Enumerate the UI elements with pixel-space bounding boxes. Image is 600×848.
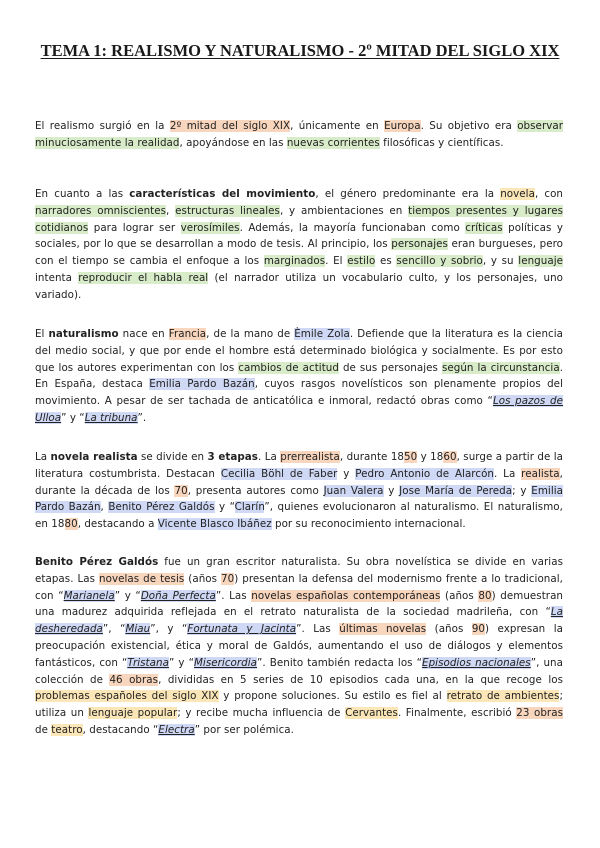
paragraph-perez-galdos [35, 554, 563, 739]
text-run: ) presentan la defensa del modernismo frente a lo tradicional, con “ [35, 572, 563, 602]
highlighted-text: estilo [347, 255, 376, 268]
text-run: se divide en [137, 451, 208, 463]
text-run: ”, y “ [150, 623, 188, 636]
bold-term: características del movimiento [129, 188, 316, 200]
text-run: nace en [118, 328, 169, 340]
text-run: ”, quienes evolucionaron al naturalismo. El naturalismo, en 18 [35, 501, 563, 531]
highlighted-text: problemas españoles del siglo XIX [35, 690, 219, 703]
highlighted-text: novelas de tesis [99, 572, 185, 585]
text-run: . Además, la mayoría funcionaban como [239, 221, 466, 234]
text-run: , y ambientaciones en [279, 204, 409, 217]
highlighted-text: realista [521, 467, 560, 480]
text-run: ” y “ [61, 411, 85, 424]
work-title: Tristana [127, 656, 169, 669]
highlighted-text: lenguaje popular [88, 707, 178, 720]
text-run: ”. Benito también redacta los “ [257, 656, 423, 669]
highlighted-text: 23 obras [516, 707, 563, 720]
text-run: eran burgueses, pero con el tiempo se cambia el enfoque a los [35, 238, 563, 268]
text-run: ” por ser polémica. [194, 723, 294, 736]
highlighted-text: prerrealista [280, 451, 340, 463]
highlighted-text: críticas [465, 221, 503, 234]
text-run: y “ [214, 501, 235, 514]
text-run: (años [440, 589, 479, 602]
text-run: y propone soluciones. Su estilo es fiel al [218, 690, 447, 703]
highlighted-text: Cervantes [345, 707, 398, 720]
highlighted-text: 50 [404, 451, 418, 463]
text-run: , destacando “ [82, 723, 159, 736]
text-run: ; utiliza un [35, 690, 563, 720]
highlighted-text: 70 [174, 484, 188, 497]
highlighted-text: marginados [263, 255, 326, 268]
text-run: En cuanto a las [35, 188, 130, 200]
text-run: (años [426, 623, 472, 636]
highlighted-text: novela [500, 188, 535, 200]
text-run: ”, “ [102, 623, 126, 636]
text-run: ” y “ [114, 589, 141, 602]
text-run: , surge a partir de la literatura costumbrista. Destacan [35, 451, 564, 480]
text-run: y 18 [417, 451, 444, 463]
text-run: , divididas en 5 series de 10 episodios cada una, en la que recoge los [158, 673, 563, 686]
bold-term: 3 etapas [207, 451, 258, 463]
highlighted-text: estructuras lineales [175, 204, 280, 217]
highlighted-text: Emilia Pardo Bazán [35, 484, 563, 514]
highlighted-text: retrato de ambientes [446, 690, 560, 703]
text-run: La [35, 451, 51, 463]
text-run: filosóficas y científicas. [379, 136, 504, 149]
highlighted-text: 90 [471, 623, 486, 636]
text-run: . En España, destaca [35, 361, 564, 391]
text-run: políticas y sociales, por lo que se desarrollan a modo de tesis. Al principio, los [35, 221, 563, 251]
text-run: . La [494, 467, 522, 480]
highlighted-text: Èmile Zola [294, 328, 350, 340]
work-title: Marianela [63, 589, 115, 602]
work-title: La tribuna [84, 411, 138, 424]
highlighted-text: verosímiles [180, 221, 240, 234]
highlighted-text: Emilia Pardo Bazán [149, 378, 255, 391]
text-run: , destacando a [77, 518, 158, 531]
text-run: , cuyos rasgos novelísticos son plenamente propios del movimiento. A pesar de ser tachada de anticatólica e inmoral, redactó obras como “ [35, 378, 563, 408]
highlighted-text: lenguaje [518, 255, 563, 268]
text-run: El realismo surgió en la [35, 120, 170, 132]
highlighted-text: novelas españolas contemporáneas [251, 589, 441, 602]
highlighted-text: Francia [168, 328, 207, 340]
highlighted-text: teatro [51, 723, 83, 736]
text-run: . Finalmente, escribió [397, 707, 517, 720]
text-run: ; y recibe mucha influencia de [177, 707, 346, 720]
text-run: , apoyándose en las [179, 136, 287, 149]
text-run: de [35, 723, 52, 736]
text-run: . Defiende que la literatura es la ciencia del medio social, y que por ende el hombre está determinado biológica y socialmente. Es por esto que los autores experimentan con los [35, 328, 564, 374]
highlighted-text: Clarín [234, 501, 265, 514]
text-run: por su reconocimiento internacional. [271, 518, 466, 531]
text-run: ”. Las [215, 589, 252, 602]
work-title: Misericordia [193, 656, 258, 669]
highlighted-text: últimas novelas [339, 623, 427, 636]
text-run: (el narrador utiliza un vocabulario culto, y los personajes, uno variado). [35, 271, 563, 301]
work-title: Episodios nacionales [422, 656, 531, 669]
highlighted-text: personajes [391, 238, 448, 251]
work-title: La desheredada [35, 606, 563, 636]
work-title: Electra [158, 723, 195, 736]
highlighted-text: Europa [384, 120, 421, 132]
text-run: , únicamente en [290, 120, 385, 132]
highlighted-text: Jose María de Pereda [399, 484, 513, 497]
work-title: Doña Perfecta [140, 589, 216, 602]
work-title: Miau [125, 623, 151, 636]
text-run: ) expresan la preocupación existencial, ética y moral de Galdós, aumentando el uso de diálogos y elementos fantásticos, con “ [35, 623, 563, 669]
text-run: . La [257, 451, 281, 463]
highlighted-text: nuevas corrientes [286, 136, 380, 149]
text-run: , y su [482, 255, 519, 268]
highlighted-text: 70 [221, 572, 235, 585]
highlighted-text: Benito Pérez Galdós [108, 501, 215, 514]
highlighted-text: Pedro Antonio de Alarcón [355, 467, 494, 480]
bold-term: novela realista [50, 451, 138, 463]
text-run: y [337, 467, 356, 480]
highlighted-text: observar minuciosamente la realidad [35, 120, 564, 149]
text-run: El [35, 328, 49, 340]
highlighted-text: según la circunstancia [441, 361, 560, 374]
highlighted-text: Cecilia Böhl de Faber [220, 467, 338, 480]
text-run: para lograr ser [88, 221, 181, 234]
text-run: fue un gran escritor naturalista. Su obra novelística se divide en varias etapas. Las [35, 556, 563, 585]
highlighted-text: reproducir el habla real [78, 271, 209, 284]
page-title: TEMA 1: REALISMO Y NATURALISMO - 2º MITAD DEL SIGLO XIX [40, 41, 560, 60]
paragraph-realismo-intro [35, 118, 563, 152]
text-run: , [100, 501, 109, 514]
highlighted-text: 80 [64, 518, 78, 531]
text-run: ”. Las [296, 623, 340, 636]
text-run: , de la mano de [206, 328, 295, 340]
text-run: . El [325, 255, 348, 268]
highlighted-text: Vicente Blasco Ibáñez [157, 518, 272, 531]
highlighted-text: narradores omniscientes [35, 204, 167, 217]
text-run: , durante 18 [339, 451, 405, 463]
highlighted-text: 46 obras [109, 673, 159, 686]
paragraph-novela-realista [35, 449, 563, 533]
highlighted-text: 2º mitad del siglo XIX [169, 120, 291, 132]
text-run: ”. [137, 411, 147, 424]
highlighted-text: cambios de actitud [238, 361, 339, 374]
highlighted-text: 60 [443, 451, 457, 463]
text-run: ; y [512, 484, 532, 497]
text-run: intenta [35, 271, 79, 284]
text-run: ”, una colección de [35, 656, 563, 686]
text-run: , presenta autores como [187, 484, 324, 497]
highlighted-text: sencillo y sobrio [396, 255, 483, 268]
highlighted-text: tiempos presentes y lugares cotidianos [35, 204, 563, 234]
text-run: es [375, 255, 397, 268]
work-title: Los pazos de Ulloa [35, 395, 563, 424]
text-run: ” y “ [168, 656, 194, 669]
text-run: de sus personajes [338, 361, 442, 374]
highlighted-text: 80 [478, 589, 492, 602]
bold-term: Benito Pérez Galdós [35, 556, 159, 568]
text-run: , con [534, 188, 563, 200]
text-run: ) demuestran una madurez adquirida reflejada en el retrato naturalista de la sociedad madrileña, con “ [35, 589, 563, 619]
text-run: , el género predominante era la [315, 188, 501, 200]
text-run: (años [184, 572, 222, 585]
text-run: y [383, 484, 400, 497]
work-title: Fortunata y Jacinta [187, 623, 297, 636]
bold-term: naturalismo [48, 328, 119, 340]
highlighted-text: Juan Valera [323, 484, 384, 497]
paragraph-caracteristicas [35, 186, 563, 304]
paragraph-naturalismo [35, 326, 563, 427]
text-run: . Su objetivo era [420, 120, 518, 132]
text-run: , [166, 204, 176, 217]
text-run: , durante la década de los [35, 467, 563, 497]
